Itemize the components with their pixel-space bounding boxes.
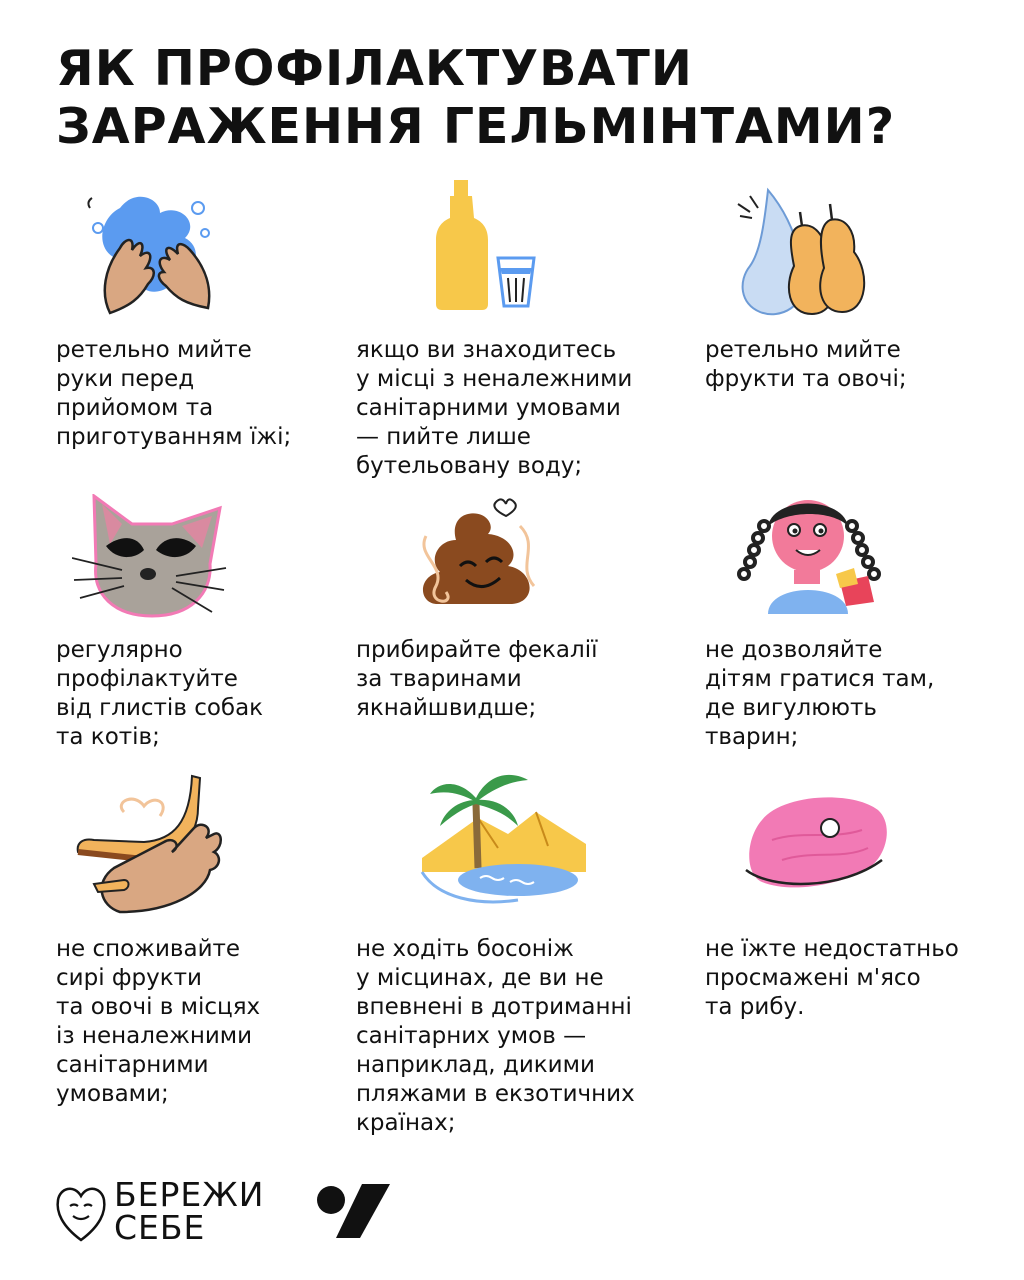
raw-meat-icon xyxy=(742,790,892,900)
title-line-2: ЗАРАЖЕННЯ ГЕЛЬМІНТАМИ? xyxy=(56,98,896,155)
brand-name xyxy=(114,1175,265,1247)
tip-4-text xyxy=(56,636,263,752)
tip-8-text xyxy=(356,935,635,1138)
tip-9-text xyxy=(705,935,959,1022)
tip-3-text xyxy=(705,336,907,394)
text-line: за тваринами xyxy=(356,666,522,692)
text-line: пляжами в екзотичних xyxy=(356,1081,635,1107)
text-line: руки перед xyxy=(56,366,195,392)
brand-line-1: БЕРЕЖИ xyxy=(114,1175,265,1214)
tip-7-text xyxy=(56,935,260,1109)
text-line: сирі фрукти xyxy=(56,965,203,991)
text-line: та рибу. xyxy=(705,994,805,1020)
animal-feces-icon xyxy=(416,496,546,611)
beach-palm-icon xyxy=(418,768,588,908)
text-line: ретельно мийте xyxy=(705,337,901,363)
text-line: бутельовану воду; xyxy=(356,453,583,479)
text-line: якщо ви знаходитесь xyxy=(356,337,617,363)
text-line: із неналежними xyxy=(56,1023,253,1049)
text-line: та овочі в місцях xyxy=(56,994,261,1020)
text-line: не ходіть босоніж xyxy=(356,936,574,962)
title-line-1: ЯК ПРОФІЛАКТУВАТИ xyxy=(56,40,693,97)
text-line: якнайшвидше; xyxy=(356,695,537,721)
text-line: — пийте лише xyxy=(356,424,531,450)
washing-fruits-icon xyxy=(730,186,875,321)
hand-washing-icon xyxy=(80,188,220,318)
dot-slash-logo-icon xyxy=(316,1180,394,1242)
text-line: не споживайте xyxy=(56,936,241,962)
bottled-water-icon xyxy=(428,178,548,313)
text-line: тварин; xyxy=(705,724,799,750)
text-line: ретельно мийте xyxy=(56,337,252,363)
tip-2-text xyxy=(356,336,632,481)
text-line: фрукти та овочі; xyxy=(705,366,907,392)
raw-banana-icon xyxy=(74,772,224,917)
brand-line-2: СЕБЕ xyxy=(114,1208,206,1247)
text-line: санітарних умов — xyxy=(356,1023,587,1049)
text-line: дітям гратися там, xyxy=(705,666,935,692)
text-line: не дозволяйте xyxy=(705,637,883,663)
footer xyxy=(54,1175,414,1248)
text-line: від глистів собак xyxy=(56,695,264,721)
text-line: санітарними умовами xyxy=(356,395,621,421)
text-line: у місці з неналежними xyxy=(356,366,633,392)
cat-icon xyxy=(72,494,227,619)
text-line: наприклад, дикими xyxy=(356,1052,595,1078)
text-line: не їжте недостатньо xyxy=(705,936,959,962)
text-line: країнах; xyxy=(356,1110,456,1136)
text-line: санітарними xyxy=(56,1052,209,1078)
text-line: умовами; xyxy=(56,1081,169,1107)
tip-1-text xyxy=(56,336,291,452)
text-line: прийомом та xyxy=(56,395,214,421)
tip-5-text xyxy=(356,636,598,723)
text-line: де вигулюють xyxy=(705,695,877,721)
tip-6-text xyxy=(705,636,934,752)
text-line: та котів; xyxy=(56,724,160,750)
text-line: у місцинах, де ви не xyxy=(356,965,604,991)
child-playing-icon xyxy=(728,486,888,616)
text-line: приготуванням їжі; xyxy=(56,424,292,450)
text-line: профілактуйте xyxy=(56,666,238,692)
text-line: регулярно xyxy=(56,637,183,663)
text-line: просмажені м'ясо xyxy=(705,965,921,991)
text-line: прибирайте фекалії xyxy=(356,637,598,663)
text-line: впевнені в дотриманні xyxy=(356,994,632,1020)
heart-face-icon xyxy=(54,1180,108,1244)
